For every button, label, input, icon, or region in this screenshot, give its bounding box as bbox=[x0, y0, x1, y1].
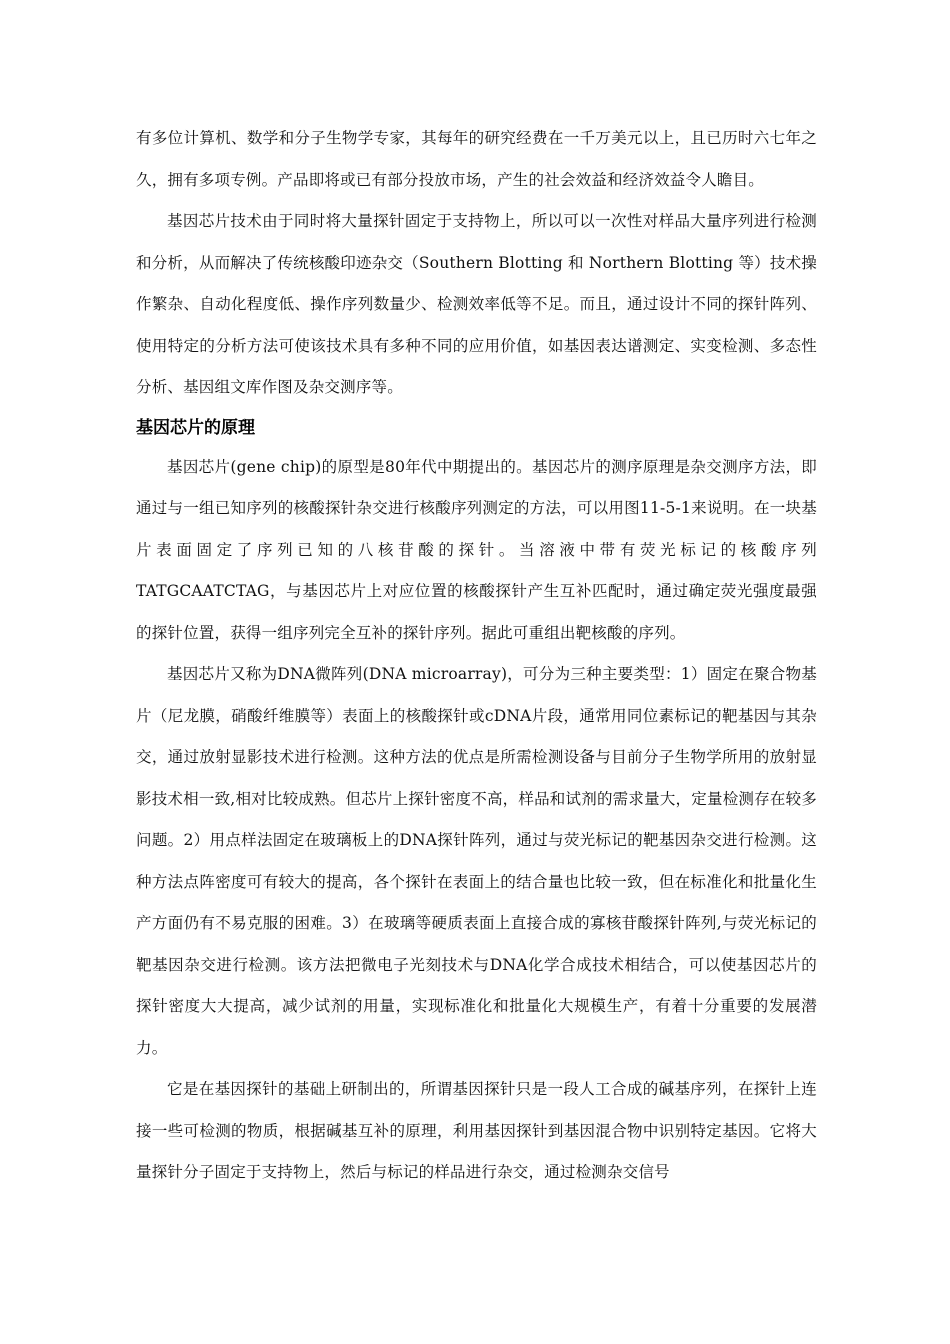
document-body bbox=[136, 118, 817, 1194]
paragraph-continuation: 有多位计算机、数学和分子生物学专家，其每年的研究经费在一千万美元以上，且已历时六七年之久，拥有多项专例。产品即将或已有部分投放市场，产生的社会效益和经济效益令人瞻目。 bbox=[136, 129, 817, 189]
paragraph-principle: 基因芯片(gene chip)的原型是80年代中期提出的。基因芯片的测序原理是杂交测序方法，即通过与一组已知序列的核酸探针杂交进行核酸序列测定的方法，可以用图11-5-1来说明。在一块基片表面固定了序列已知的八核苷酸的探针。当溶液中带有荧光标记的核酸序列TATGCAATCTAG，与基因芯片上对应位置的核酸探针产生互补匹配时，通过确定荧光强度最强的探针位置，获得一组序列完全互补的探针序列。据此可重组出靶核酸的序列。 bbox=[136, 457, 817, 642]
paragraph-gene-probe: 它是在基因探针的基础上研制出的，所谓基因探针只是一段人工合成的碱基序列，在探针上连接一些可检测的物质，根据碱基互补的原理，利用基因探针到基因混合物中识别特定基因。它将大量探针分子固定于支持物上，然后与标记的样品进行杂交，通过检测杂交信号 bbox=[136, 1080, 817, 1181]
paragraph-gene-chip-advantages: 基因芯片技术由于同时将大量探针固定于支持物上，所以可以一次性对样品大量序列进行检测和分析，从而解决了传统核酸印迹杂交（Southern Blotting 和 Northern Blotting 等）技术操作繁杂、自动化程度低、操作序列数量少、检测效率低等不足。而且，通过设计不同的探针阵列、使用特定的分析方法可使该技术具有多种不同的应用价值，如基因表达谱测定、实变检测、多态性分析、基因组文库作图及杂交测序等。 bbox=[136, 212, 817, 396]
paragraph-microarray-types: 基因芯片又称为DNA微阵列(DNA microarray)，可分为三种主要类型：1）固定在聚合物基片（尼龙膜，硝酸纤维膜等）表面上的核酸探针或cDNA片段，通常用同位素标记的靶基因与其杂交，通过放射显影技术进行检测。这种方法的优点是所需检测设备与目前分子生物学所用的放射显影技术相一致,相对比较成熟。但芯片上探针密度不高，样品和试剂的需求量大，定量检测存在较多问题。2）用点样法固定在玻璃板上的DNA探针阵列，通过与荧光标记的靶基因杂交进行检测。这种方法点阵密度可有较大的提高，各个探针在表面上的结合量也比较一致，但在标准化和批量化生产方面仍有不易克服的困难。3）在玻璃等硬质表面上直接合成的寡核苷酸探针阵列,与荧光标记的靶基因杂交进行检测。该方法把微电子光刻技术与DNA化学合成技术相结合，可以使基因芯片的探针密度大大提高，减少试剂的用量，实现标准化和批量化大规模生产，有着十分重要的发展潜力。 bbox=[136, 665, 817, 1057]
section-heading: 基因芯片的原理 bbox=[136, 417, 255, 438]
